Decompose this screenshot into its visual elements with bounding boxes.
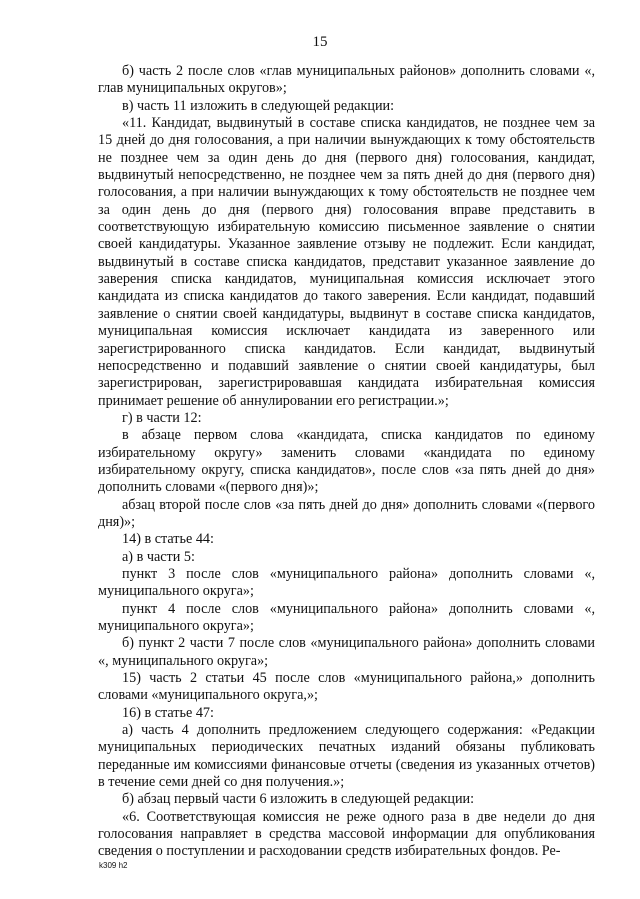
paragraph: «11. Кандидат, выдвинутый в составе списка кандидатов, не позднее чем за 15 дней до дня голосования, а при наличии вынуждающих к тому обстоятельств не позднее чем за один день до дня (первого дня) голосования, кандидат, выдвинутый непосредственно, не позднее чем за пять дней до дня (первого дня) голосования, а при наличии вынуждающих к тому обстоятельств не позднее чем за один день до дня (первого дня) голосования вправе представить в соответствующую избирательную комиссию письменное заявление о снятии своей кандидатуры. Указанное заявление отзыву не подлежит. Если кандидат, выдвинутый в составе списка кандидатов, представит указанное заявление до заверения списка кандидатов, муниципальная комиссия исключает этого кандидата из списка кандидатов до такого заверения. Если кандидат, подавший заявление о снятии своей кандидатуры, выдвинут в составе списка кандидатов, муниципальная комиссия исключает кандидата из заверенного или зарегистрированного списка кандидатов. Если кандидат, выдвинутый непосредственно и подавший заявление о снятии своей кандидатуры, был зарегистрирован, зарегистрировавшая кандидата избирательная комиссия принимает решение об аннулировании его регистрации.»;	[98, 115, 595, 409]
paragraph: 14) в статье 44:	[122, 531, 214, 548]
footer-code: k309 h2	[99, 861, 128, 870]
paragraph: в) часть 11 изложить в следующей редакции:	[122, 97, 395, 114]
paragraph: г) в части 12:	[122, 409, 202, 426]
paragraph: пункт 4 после слов «муниципального района» дополнить словами «, муниципального округа»;	[98, 600, 595, 634]
paragraph: б) часть 2 после слов «глав муниципальных районов» дополнить словами «, глав муниципальных округов»;	[98, 63, 595, 97]
paragraph: а) в части 5:	[122, 548, 195, 565]
paragraph: 15) часть 2 статьи 45 после слов «муниципального района,» дополнить словами «муниципального округа,»;	[98, 670, 595, 704]
document-body	[98, 63, 595, 861]
page-number: 15	[312, 34, 328, 50]
paragraph: в абзаце первом слова «кандидата, списка кандидатов по единому избирательному округу» заменить словами «кандидата по единому избирательному округу, списка кандидатов», после слов «за пять дней до дня» дополнить словами «(первого дня)»;	[98, 427, 595, 496]
paragraph: абзац второй после слов «за пять дней до дня» дополнить словами «(первого дня)»;	[98, 496, 595, 530]
paragraph: 16) в статье 47:	[122, 704, 214, 721]
paragraph: «6. Соответствующая комиссия не реже одного раза в две недели до дня голосования направляет в средства массовой информации для опубликования сведения о поступлении и расходовании средств избирательных фондов. Ре-	[98, 808, 595, 860]
paragraph: пункт 3 после слов «муниципального района» дополнить словами «, муниципального округа»;	[98, 565, 595, 600]
paragraph: б) абзац первый части 6 изложить в следующей редакции:	[122, 791, 475, 808]
paragraph: а) часть 4 дополнить предложением следующего содержания: «Редакции муниципальных периодических печатных изданий обязаны публиковать переданные им комиссиями финансовые отчеты (сведения из указанных отчетов) в течение семи дней со дня получения.»;	[98, 722, 595, 791]
paragraph: б) пункт 2 части 7 после слов «муниципального района» дополнить словами «, муниципального округа»;	[98, 635, 595, 669]
